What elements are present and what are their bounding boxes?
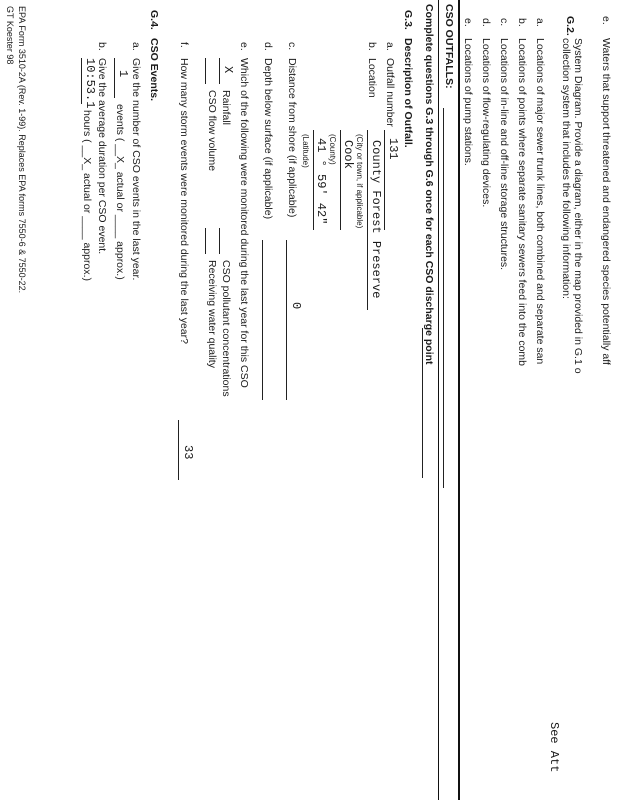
g3-e-letter: e.	[238, 42, 250, 51]
city-value: County Forest Preserve	[369, 140, 383, 299]
rainfall-label: Rainfall	[220, 90, 232, 126]
city-caption: (City or town, if applicable)	[355, 134, 364, 229]
receiving-water-label: Receiving water quality	[206, 260, 218, 368]
g2-number: G.2.	[564, 16, 576, 36]
see-attachment-note: See Att	[547, 722, 561, 773]
g3-a-letter: a.	[384, 42, 396, 51]
storm-events-value: 33	[181, 445, 195, 460]
form-footer-code: GT Koester 98	[5, 6, 15, 65]
cso-outfalls-header: CSO OUTFALLS:	[443, 4, 455, 89]
g3-b-letter: b.	[366, 42, 378, 51]
g2-item-a: Locations of major sewer trunk lines, both combined and separate san	[534, 38, 546, 365]
g2-item-e: Locations of pump stations.	[462, 38, 474, 166]
duration-line	[81, 58, 82, 104]
g4-number: G.4.	[148, 10, 160, 30]
location-label: Location	[366, 58, 378, 98]
outfall-number-label: Outfall number	[384, 58, 396, 127]
section-rule-mid	[438, 0, 439, 800]
g4-title: CSO Events.	[148, 38, 160, 102]
duration-value: 10:53.1	[83, 58, 97, 109]
item-e-letter: e.	[600, 16, 612, 25]
distance-from-shore-label: Distance from shore (if applicable)	[286, 58, 298, 218]
item-e-text: Waters that support threatened and endangered species potentially aff	[600, 38, 612, 365]
rainfall-x-mark: X	[221, 66, 235, 74]
g4-b-letter: b.	[96, 42, 108, 51]
g2-item-d: Locations of flow-regulating devices.	[480, 38, 492, 208]
form-footer: EPA Form 3510-2A (Rev. 1-99). Replaces EPA forms 7550-6 & 7550-22.	[17, 6, 27, 294]
outfall-number-value: 131	[386, 138, 400, 160]
section-rule-top	[458, 0, 460, 800]
g2-text-1: System Diagram. Provide a diagram, either in the map provided in G.1 o	[572, 38, 584, 374]
distance-from-shore-line	[286, 240, 287, 400]
g2-item-b-letter: b.	[516, 18, 528, 27]
duration-line-text: hours ( __X_ actual or ____ approx.)	[81, 110, 93, 282]
events-count-line-text: events ( __X_ actual or ____ approx.)	[114, 104, 126, 280]
monitoring-question: Which of the following were monitored during the last year for this CSO	[238, 58, 250, 388]
distance-value: 0	[289, 302, 303, 310]
g2-item-d-letter: d.	[480, 18, 492, 27]
cso-flow-check-line[interactable]	[205, 58, 206, 84]
events-count-value: 1	[116, 70, 130, 78]
g2-text-2: collection system that includes the following information:	[560, 38, 572, 299]
latitude-value: 41 ° 59' 42"	[314, 138, 328, 225]
cso-events-count-question: Give the number of CSO events in the last year.	[130, 58, 142, 281]
g3-d-letter: d.	[262, 42, 274, 51]
g2-item-b: Locations of points where separate sanitary sewers feed into the comb	[516, 38, 528, 367]
rainfall-check-line[interactable]	[219, 58, 220, 84]
cso-flow-volume-label: CSO flow volume	[206, 90, 218, 172]
g3-f-letter: f.	[178, 42, 190, 48]
cso-pollutant-check-line[interactable]	[219, 228, 220, 254]
depth-below-surface-label: Depth below surface (if applicable)	[262, 58, 274, 220]
latitude-line	[313, 130, 314, 230]
g3-title: Description of Outfall.	[402, 38, 414, 148]
storm-events-question: How many storm events were monitored during the last year?	[178, 58, 190, 344]
city-line	[367, 130, 368, 310]
average-duration-question: Give the average duration per CSO event.	[96, 58, 108, 255]
g3-c-letter: c.	[286, 42, 298, 51]
county-line	[340, 130, 341, 230]
g2-item-c: Locations of in-line and off-line storage structures.	[498, 38, 510, 271]
latitude-caption: (Latitude)	[301, 134, 310, 168]
g4-a-letter: a.	[130, 42, 142, 51]
receiving-water-check-line[interactable]	[205, 228, 206, 254]
outfall-number-line	[384, 130, 385, 230]
g2-item-c-letter: c.	[498, 18, 510, 27]
county-value: Cook	[341, 140, 355, 169]
events-count-line	[114, 58, 115, 98]
cso-instruction: Complete questions G.3 through G.6 once for each CSO discharge point	[423, 4, 435, 365]
g2-item-a-letter: a.	[534, 18, 546, 27]
g3-number: G.3.	[402, 10, 414, 30]
cso-header-blank-line	[443, 108, 444, 488]
depth-below-surface-line	[262, 240, 263, 400]
g2-item-e-letter: e.	[462, 18, 474, 27]
cso-instruction-underline	[422, 328, 423, 478]
county-caption: (County)	[328, 134, 337, 165]
cso-pollutant-label: CSO pollutant concentrations	[220, 260, 232, 397]
storm-events-line	[178, 420, 179, 480]
